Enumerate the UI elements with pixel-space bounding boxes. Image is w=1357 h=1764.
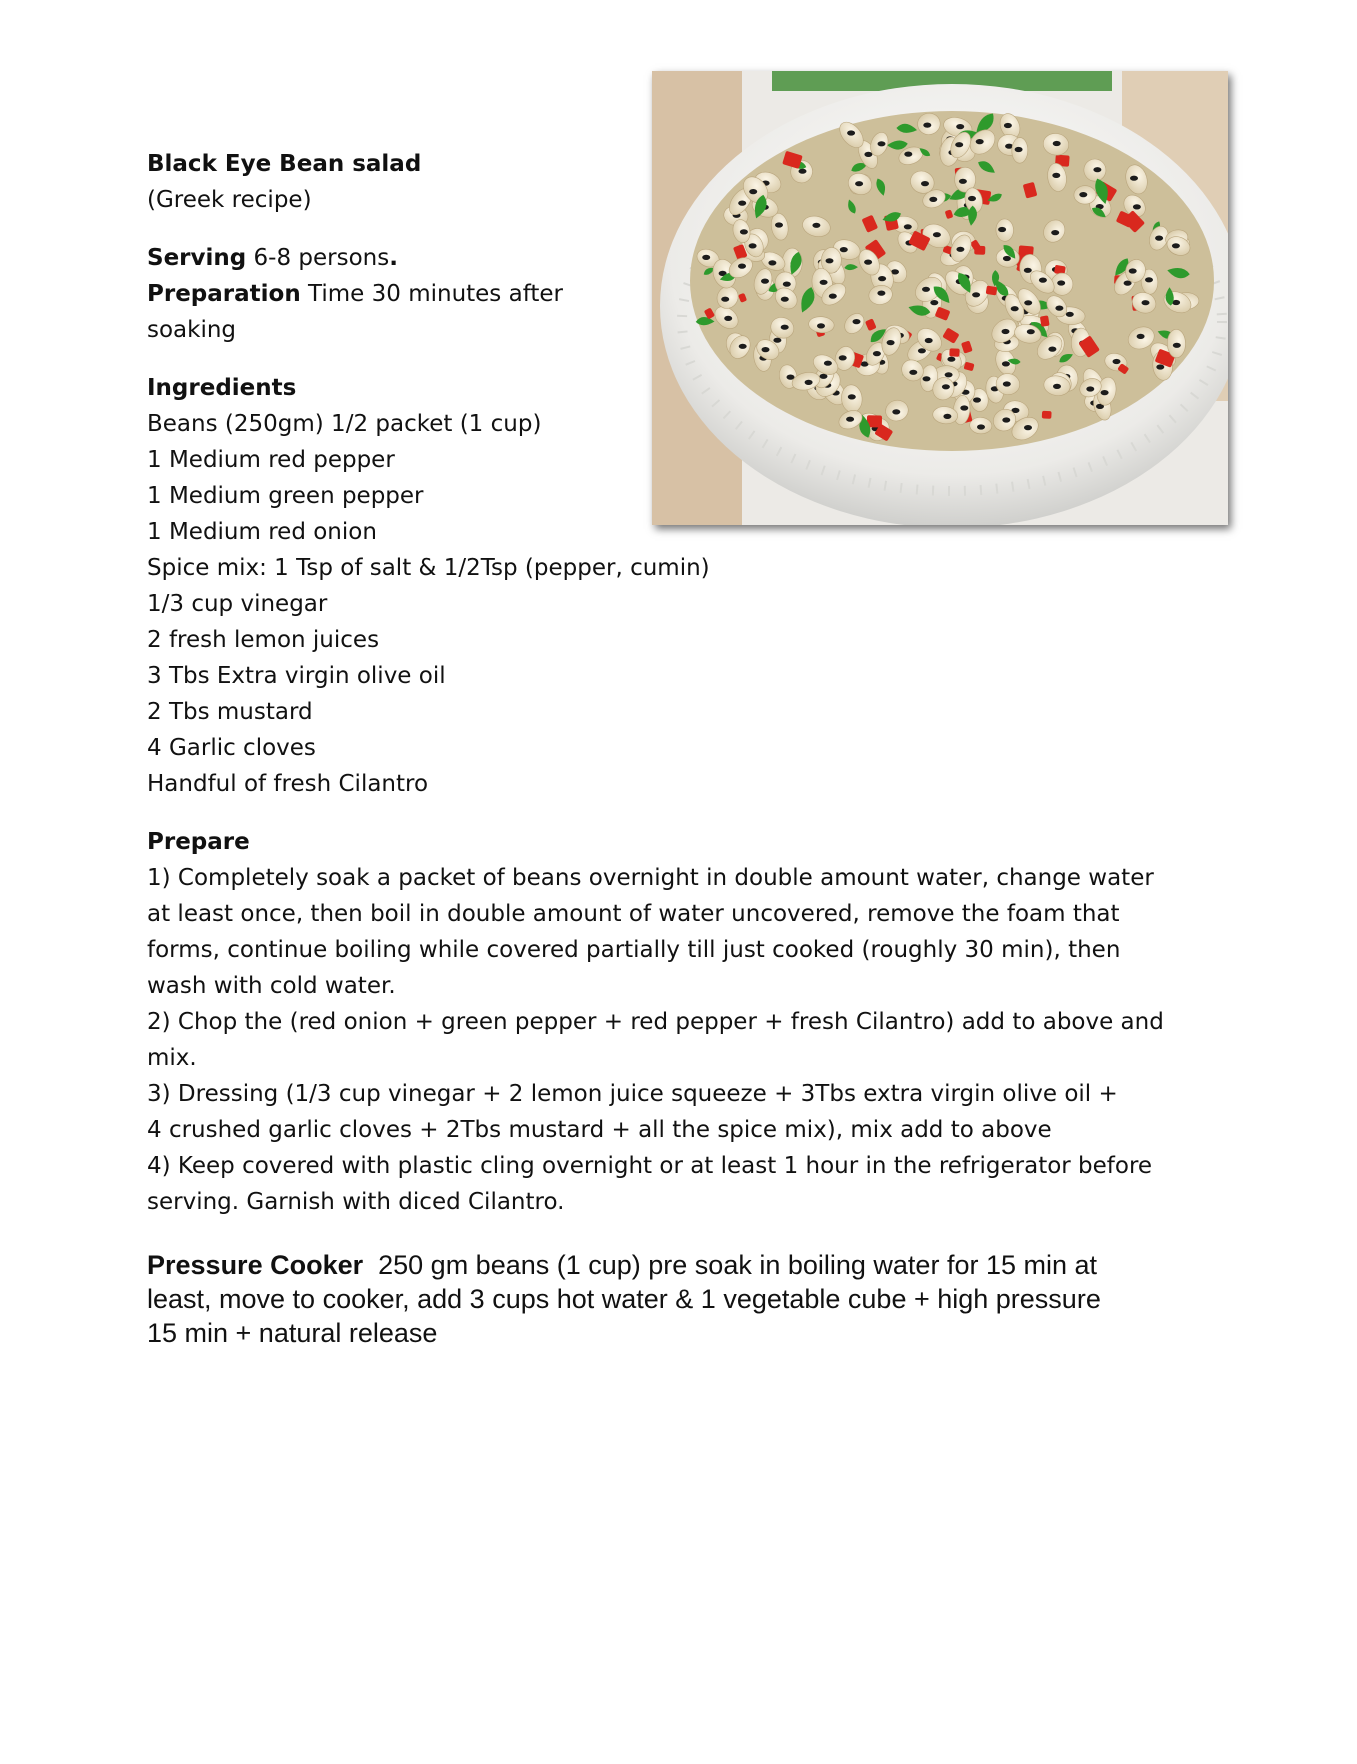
preparation-value-cont: soaking bbox=[147, 317, 237, 343]
prepare-line: forms, continue boiling while covered partially till just cooked (roughly 30 min), then bbox=[147, 937, 1121, 963]
serving-dot: . bbox=[389, 245, 398, 271]
prepare-section bbox=[147, 824, 1187, 1220]
prepare-line: at least once, then boil in double amount of water uncovered, remove the foam that bbox=[147, 901, 1120, 927]
pressure-cooker-line: 15 min + natural release bbox=[147, 1318, 438, 1348]
ingredient-item: 1 Medium red pepper bbox=[147, 447, 395, 473]
ingredients-heading: Ingredients bbox=[147, 375, 297, 401]
ingredient-item: 1/3 cup vinegar bbox=[147, 591, 328, 617]
prepare-line: mix. bbox=[147, 1045, 197, 1071]
recipe-subtitle: (Greek recipe) bbox=[147, 187, 312, 213]
pressure-cooker-line: least, move to cooker, add 3 cups hot water & 1 vegetable cube + high pressure bbox=[147, 1284, 1101, 1314]
prepare-line: 3) Dressing (1/3 cup vinegar + 2 lemon juice squeeze + 3Tbs extra virgin olive oil + bbox=[147, 1081, 1118, 1107]
preparation-label: Preparation bbox=[147, 281, 301, 307]
serving-value: 6-8 persons bbox=[253, 245, 390, 271]
ingredient-item: 1 Medium red onion bbox=[147, 519, 377, 545]
prepare-line: wash with cold water. bbox=[147, 973, 396, 999]
prepare-line: 4 crushed garlic cloves + 2Tbs mustard + all the spice mix), mix add to above bbox=[147, 1117, 1052, 1143]
prepare-line: 1) Completely soak a packet of beans overnight in double amount water, change water bbox=[147, 865, 1154, 891]
ingredient-item: Spice mix: 1 Tsp of salt & 1/2Tsp (pepper, cumin) bbox=[147, 555, 710, 581]
ingredient-item: 3 Tbs Extra virgin olive oil bbox=[147, 663, 446, 689]
pressure-cooker-line: 250 gm beans (1 cup) pre soak in boiling water for 15 min at bbox=[378, 1250, 1098, 1280]
prepare-line: 4) Keep covered with plastic cling overnight or at least 1 hour in the refrigerator before bbox=[147, 1153, 1153, 1179]
recipe-title: Black Eye Bean salad bbox=[147, 151, 422, 177]
bean-eye bbox=[923, 123, 931, 128]
bean-eye bbox=[956, 124, 964, 129]
pressure-cooker-label: Pressure Cooker bbox=[147, 1250, 364, 1280]
recipe-text bbox=[147, 146, 1197, 1242]
prepare-line: 2) Chop the (red onion + green pepper + red pepper + fresh Cilantro) add to above and bbox=[147, 1009, 1164, 1035]
ingredient-item: Handful of fresh Cilantro bbox=[147, 771, 429, 797]
ingredient-item: 4 Garlic cloves bbox=[147, 735, 316, 761]
prepare-line: serving. Garnish with diced Cilantro. bbox=[147, 1189, 565, 1215]
prepare-heading: Prepare bbox=[147, 829, 250, 855]
serving-info bbox=[147, 240, 1197, 348]
ingredient-item: 1 Medium green pepper bbox=[147, 483, 424, 509]
ingredients-section bbox=[147, 370, 1197, 802]
ingredient-item: Beans (250gm) 1/2 packet (1 cup) bbox=[147, 411, 542, 437]
recipe-header bbox=[147, 146, 1197, 218]
ingredient-item: 2 Tbs mustard bbox=[147, 699, 313, 725]
preparation-value: Time 30 minutes after bbox=[308, 281, 564, 307]
serving-label: Serving bbox=[147, 245, 247, 271]
pressure-cooker-section bbox=[147, 1248, 1187, 1350]
ingredient-item: 2 fresh lemon juices bbox=[147, 627, 380, 653]
bean-eye bbox=[1004, 123, 1012, 128]
bean-eye bbox=[976, 139, 984, 144]
bean-eye bbox=[847, 130, 855, 135]
